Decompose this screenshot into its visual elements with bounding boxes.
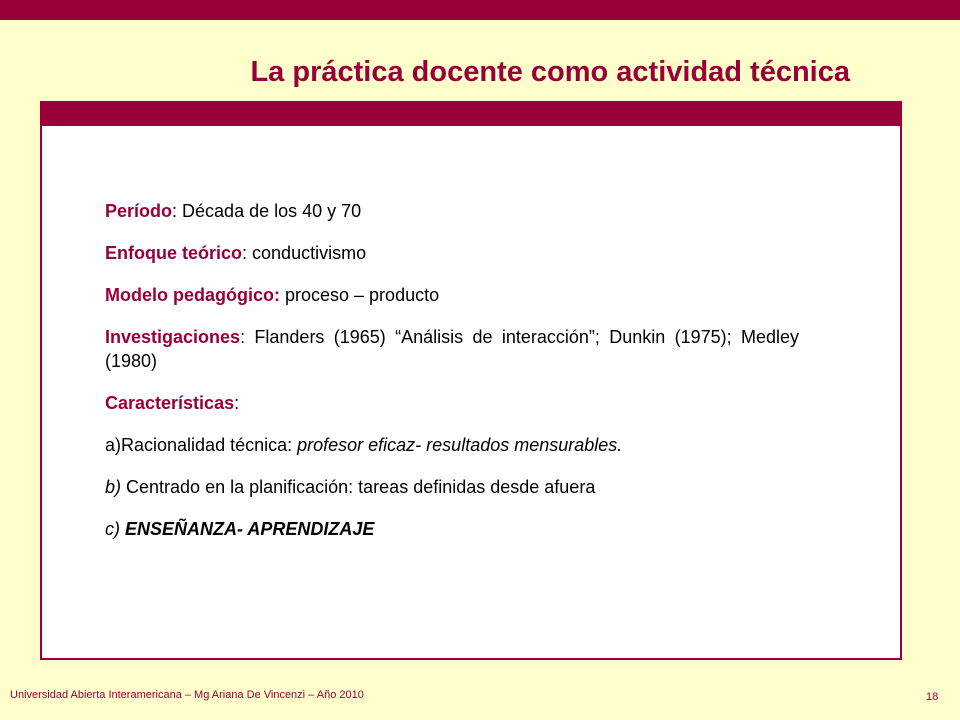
content-list <box>105 199 799 559</box>
slide-title: La práctica docente como actividad técnica <box>250 56 850 88</box>
item-periodo-value: Década de los 40 y 70 <box>182 201 362 221</box>
item-enfoque-value: conductivismo <box>252 243 367 263</box>
item-periodo-sep: : <box>172 201 183 221</box>
item-a-italic: profesor eficaz- resultados mensurables. <box>297 435 623 455</box>
item-c <box>105 517 799 541</box>
content-panel <box>40 101 902 660</box>
item-b <box>105 475 799 499</box>
item-modelo-key: Modelo pedagógico: <box>105 285 280 305</box>
item-caracteristicas-key: Características <box>105 393 235 413</box>
item-enfoque-key: Enfoque teórico <box>105 243 243 263</box>
panel-header-bar <box>42 103 900 126</box>
item-periodo <box>105 199 799 223</box>
item-enfoque-sep: : <box>242 243 253 263</box>
item-investigaciones-key: Investigaciones <box>105 327 241 347</box>
item-caracteristicas-sep: : <box>234 393 240 413</box>
item-a-prefix: a)Racionalidad técnica: <box>105 435 298 455</box>
item-enfoque <box>105 241 799 265</box>
item-investigaciones <box>105 325 799 373</box>
footer-credit: Universidad Abierta Interamericana – Mg Ariana De Vincenzi – Año 2010 <box>10 689 364 701</box>
item-c-marker: c) <box>105 519 120 539</box>
item-b-text: Centrado en la planificación: tareas definidas desde afuera <box>121 477 596 497</box>
item-c-strong: ENSEÑANZA- APRENDIZAJE <box>120 519 375 539</box>
item-caracteristicas <box>105 391 799 415</box>
item-b-marker: b) <box>105 477 122 497</box>
item-a <box>105 433 799 457</box>
item-periodo-key: Período <box>105 201 173 221</box>
item-modelo <box>105 283 799 307</box>
page-number: 18 <box>926 691 939 703</box>
item-modelo-value: proceso – producto <box>280 285 440 305</box>
item-investigaciones-value: : Flanders (1965) “Análisis de interacción”; Dunkin (1975); Medley (1980) <box>105 327 799 371</box>
top-accent-bar <box>0 0 960 20</box>
